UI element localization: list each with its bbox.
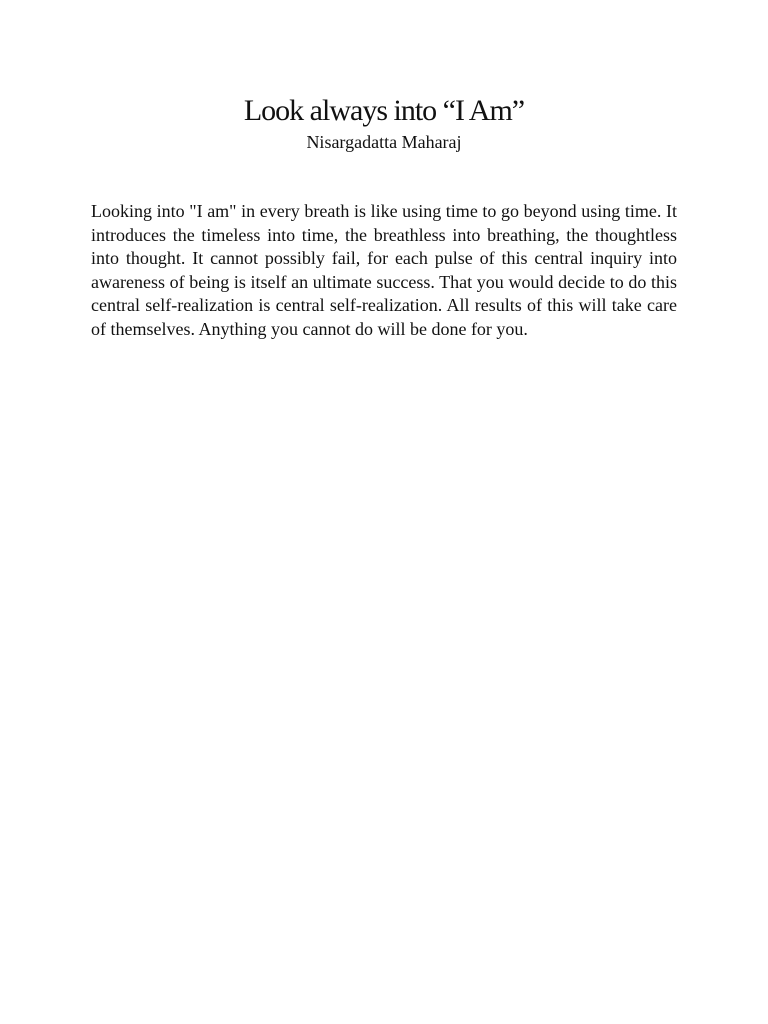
- body-paragraph: Looking into "I am" in every breath is like using time to go beyond using time. It introduces the timeless into time, the breathless into breathing, the thoughtless into thought. It cannot possibly fail, for each pulse of this central inquiry into awareness of being is itself an ultimate success. That you would decide to do this central self-realization is central self-realization. All results of this will take care of themselves. Anything you cannot do will be done for you.: [91, 201, 677, 339]
- document-title: Look always into “I Am”: [243, 94, 525, 127]
- document-header: [0, 92, 768, 154]
- document-author: Nisargadatta Maharaj: [306, 132, 462, 152]
